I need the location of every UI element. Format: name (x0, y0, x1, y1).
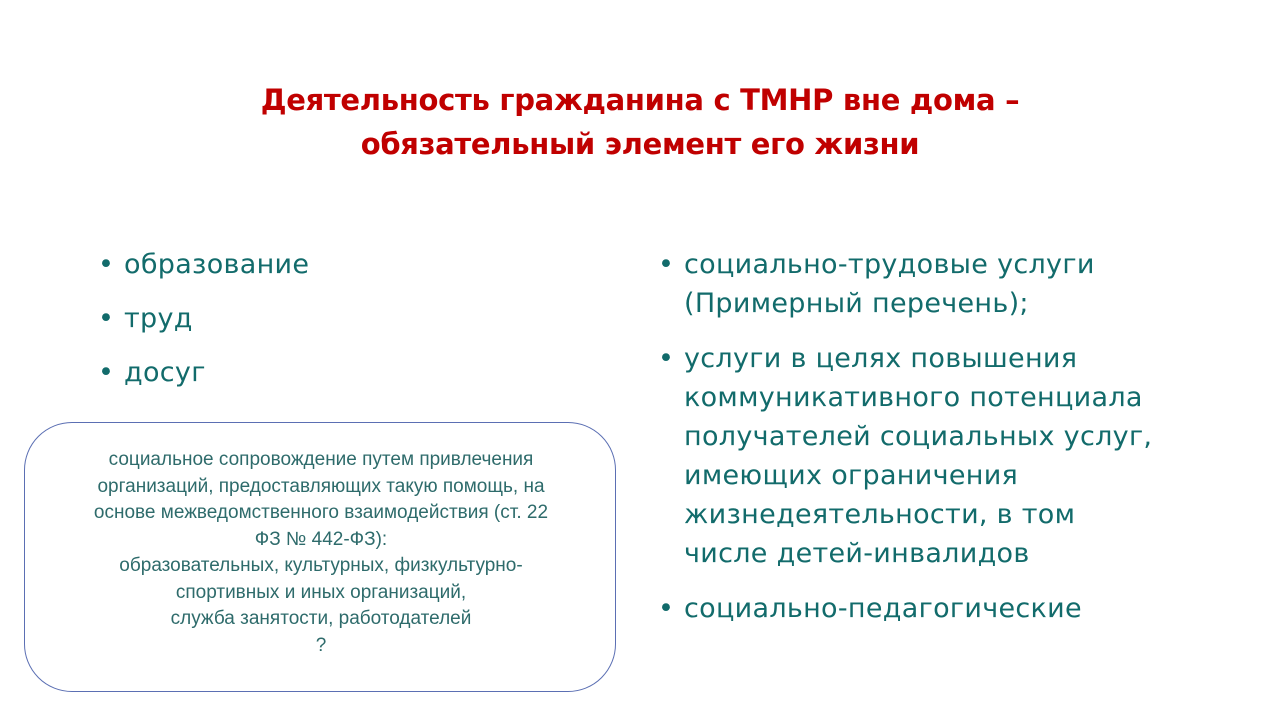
bullet-icon: • (98, 303, 115, 334)
slide-title (140, 78, 1140, 166)
list-item-text (684, 339, 1218, 573)
callout-line: образовательных, культурных, физкультурно- (119, 555, 523, 576)
callout-text (25, 447, 617, 659)
list-item-line: социально-педагогические (684, 593, 1082, 624)
bullet-icon: • (658, 249, 675, 280)
callout-line: служба занятости, работодателей (170, 608, 472, 629)
list-item-line: получателей социальных услуг, (684, 421, 1153, 452)
list-item (658, 589, 1218, 628)
right-bullet-list (658, 245, 1218, 644)
list-item-text (684, 589, 1218, 628)
list-item-text: образование (124, 249, 310, 280)
list-item (98, 299, 548, 339)
list-item (658, 245, 1218, 323)
callout-line: организаций, предоставляющих такую помощь, на (97, 475, 545, 497)
list-item-line: социально-трудовые услуги (684, 249, 1095, 280)
list-item-text (684, 245, 1218, 323)
callout-line: ? (315, 634, 327, 656)
list-item-text: досуг (124, 357, 206, 388)
callout-line: основе межведомственного взаимодействия (ст. 22 (93, 502, 549, 523)
bullet-icon: • (98, 249, 115, 280)
list-item-line: числе детей-инвалидов (684, 538, 1030, 569)
callout-box (24, 422, 616, 692)
list-item-text: труд (124, 303, 193, 334)
bullet-icon: • (658, 343, 675, 374)
list-item-line: коммуникативного потенциала (684, 382, 1143, 413)
slide-title-line-1: Деятельность гражданина с ТМНР вне дома – (260, 83, 1020, 117)
list-item (658, 339, 1218, 573)
list-item (98, 353, 548, 393)
list-item-line: (Примерный перечень); (684, 288, 1029, 319)
bullet-icon: • (658, 593, 675, 624)
callout-line: спортивных и иных организаций, (175, 581, 467, 603)
list-item-line: жизнедеятельности, в том (684, 499, 1076, 530)
bullet-icon: • (98, 357, 115, 388)
list-item (98, 245, 548, 285)
callout-line: социальное сопровождение путем привлечения (108, 449, 534, 470)
slide-title-line-2: обязательный элемент его жизни (360, 127, 920, 161)
list-item-line: имеющих ограничения (684, 460, 1019, 491)
callout-line: ФЗ № 442-ФЗ): (254, 528, 388, 550)
left-bullet-list (98, 245, 548, 407)
list-item-line: услуги в целях повышения (684, 343, 1078, 374)
